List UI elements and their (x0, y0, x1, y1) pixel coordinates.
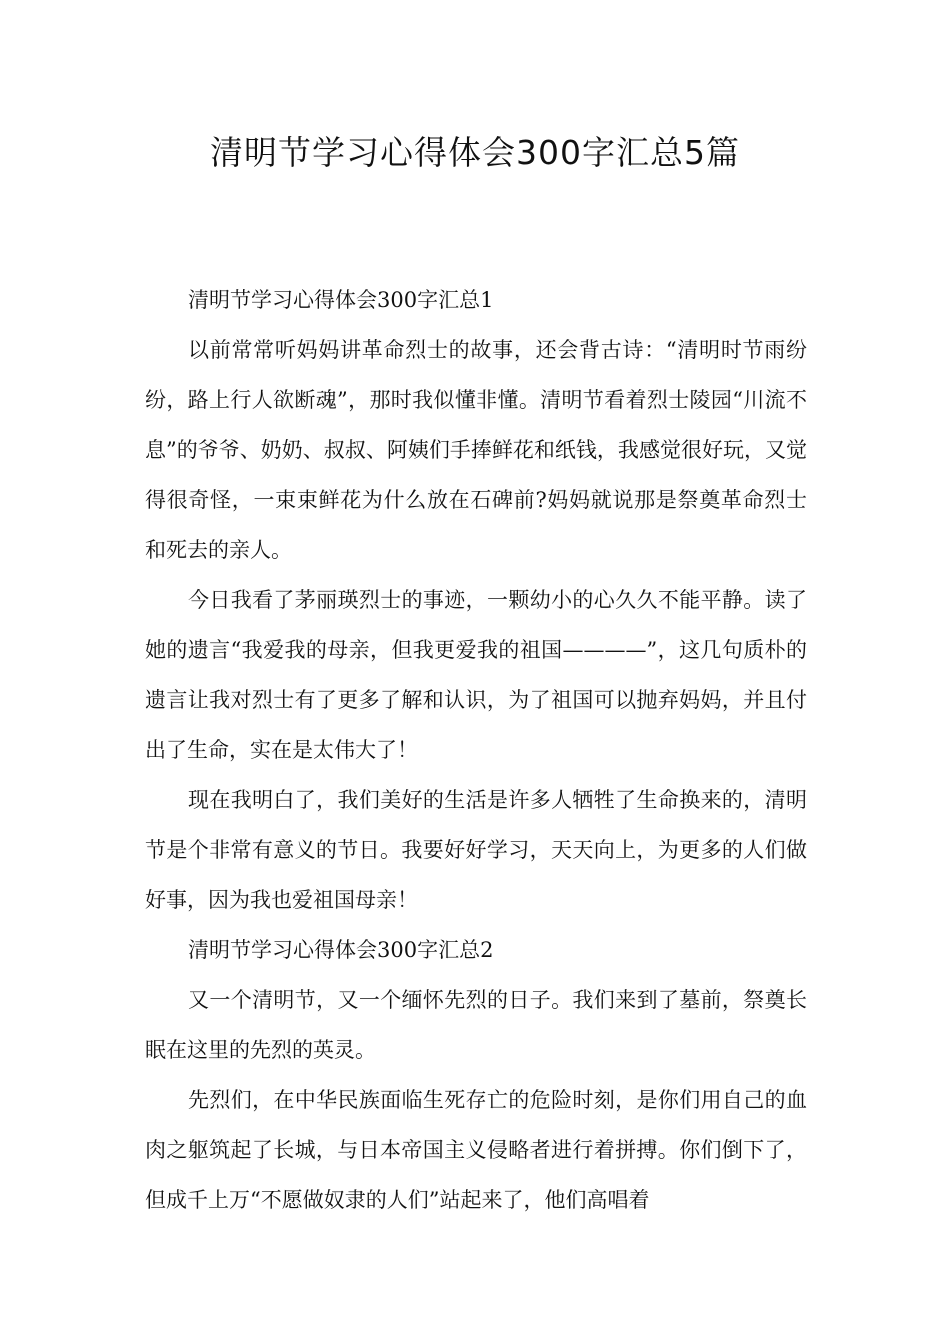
document-title: 清明节学习心得体会300字汇总5篇 (210, 133, 740, 172)
section-heading-2: 清明节学习心得体会300字汇总2 (188, 938, 494, 962)
paragraph: 又一个清明节，又一个缅怀先烈的日子。我们来到了墓前，祭奠长眠在这里的先烈的英灵。 (145, 988, 807, 1062)
paragraph: 以前常常听妈妈讲革命烈士的故事，还会背古诗：“清明时节雨纷纷，路上行人欲断魂”，那时我似懂非懂。清明节看着烈士陵园“川流不息”的爷爷、奶奶、叔叔、阿姨们手捧鲜花和纸钱，我感觉很好玩，又觉得很奇怪，一束束鲜花为什么放在石碑前?妈妈就说那是祭奠革命烈士和死去的亲人。 (145, 338, 807, 562)
paragraph: 今日我看了茅丽瑛烈士的事迹，一颗幼小的心久久不能平静。读了她的遗言“我爱我的母亲，但我更爱我的祖国————”，这几句质朴的遗言让我对烈士有了更多了解和认识，为了祖国可以抛弃妈妈，并且付出了生命，实在是太伟大了！ (145, 588, 807, 762)
document-body (145, 275, 807, 1225)
paragraph: 先烈们，在中华民族面临生死存亡的危险时刻，是你们用自己的血肉之躯筑起了长城，与日本帝国主义侵略者进行着拼搏。你们倒下了，但成千上万“不愿做奴隶的人们”站起来了，他们高唱着 (145, 1088, 807, 1212)
section-heading-1: 清明节学习心得体会300字汇总1 (188, 288, 494, 312)
paragraph: 现在我明白了，我们美好的生活是许多人牺牲了生命换来的，清明节是个非常有意义的节日。我要好好学习，天天向上，为更多的人们做好事，因为我也爱祖国母亲！ (145, 788, 807, 912)
